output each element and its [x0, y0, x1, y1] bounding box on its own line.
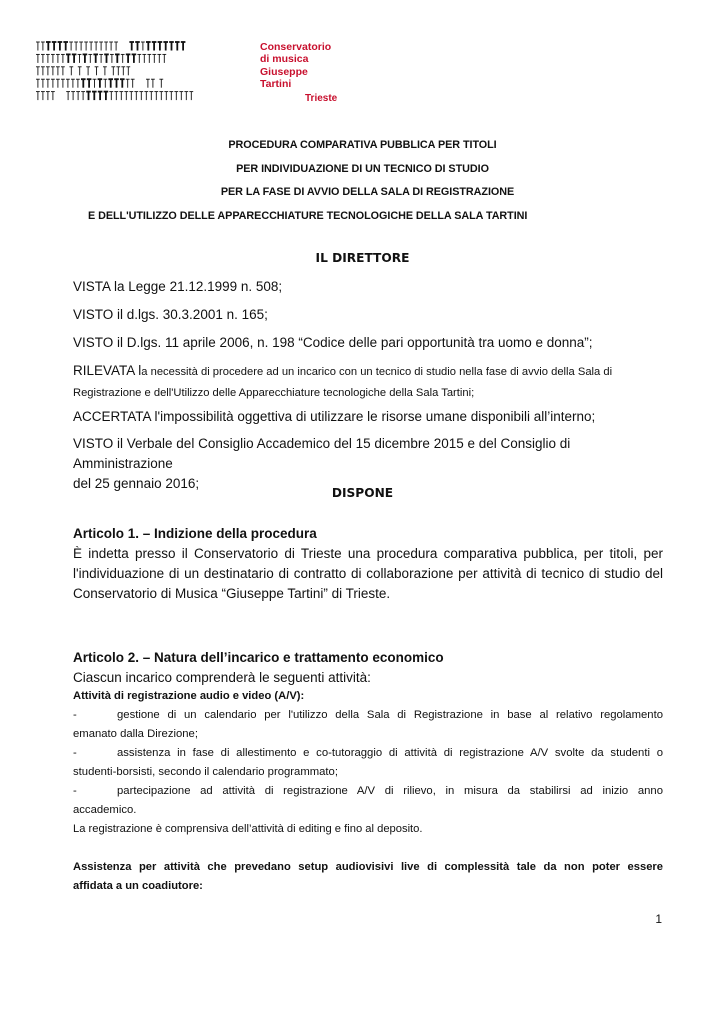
logo-city: Trieste: [305, 93, 338, 104]
premise-dlgs-165: VISTO il d.lgs. 30.3.2001 n. 165;: [73, 307, 268, 322]
title-line: PROCEDURA COMPARATIVA PUBBLICA PER TITOLI: [228, 139, 497, 151]
article-1: [73, 524, 663, 604]
assistenza-line: Assistenza per attività che prevedano setup audiovisivi live di complessità tale da non poter essere: [73, 861, 663, 873]
list-item-text: studenti-borsisti, secondo il calendario programmato;: [73, 766, 338, 778]
list-dash: -: [73, 747, 77, 759]
document-title: [0, 134, 725, 228]
director-heading: IL DIRETTORE: [315, 251, 410, 265]
assistenza-line: affidata a un coadiutore:: [73, 880, 203, 892]
article-2-heading: Articolo 2. – Natura dell’incarico e trattamento economico: [73, 650, 444, 665]
list-item-text: emanato dalla Direzione;: [73, 728, 198, 740]
article-2-intro: Ciascun incarico comprenderà le seguenti attività:: [73, 670, 371, 685]
article-2-heading-block: [73, 648, 663, 688]
list-item-text: partecipazione ad attività di registrazione A/V di rilievo, in misura da stabilirsi ad inizio anno: [117, 785, 663, 797]
verbale-line: del 25 gennaio 2016;: [73, 476, 200, 491]
list-item-text: gestione di un calendario per l'utilizzo della Sala di Registrazione in base al relativo regolamento: [117, 709, 663, 721]
logo-text: [260, 41, 331, 91]
logo-line: Tartini: [260, 78, 292, 91]
list-item-text: accademico.: [73, 804, 137, 816]
article-1-line: l'individuazione di un destinatario di contratto di collaborazione per attività di tecnico di studio del: [73, 566, 663, 581]
assistenza-heading: [73, 858, 663, 896]
list-dash: -: [73, 709, 77, 721]
rilevata-paragraph: [73, 361, 663, 403]
list-item-text: assistenza in fase di allestimento e co-tutoraggio di attività di registrazione A/V svolte da studenti o: [117, 747, 663, 759]
rilevata-line: Registrazione e dell'Utilizzo delle Apparecchiature tecnologiche della Sala Tartini;: [73, 387, 475, 399]
accertata-paragraph: ACCERTATA l'impossibilità oggettiva di utilizzare le risorse umane disponibili all’interno;: [73, 409, 596, 424]
logo-line: Giuseppe: [260, 65, 308, 78]
verbale-paragraph: [73, 434, 663, 494]
article-2-subheading: Attività di registrazione audio e video (A/V):: [73, 690, 305, 702]
conservatorio-logo-icon: [36, 41, 222, 103]
list-item: [73, 782, 663, 820]
article-1-line: Conservatorio di Musica “Giuseppe Tartini” di Trieste.: [73, 586, 391, 601]
dispone-heading: DISPONE: [331, 486, 394, 500]
list-item: [73, 706, 663, 744]
list-item: [73, 744, 663, 782]
list-dash: -: [73, 785, 77, 797]
title-line: PER LA FASE DI AVVIO DELLA SALA DI REGISTRAZIONE: [220, 186, 515, 198]
registration-note: La registrazione è comprensiva dell’attività di editing e fino al deposito.: [73, 823, 423, 835]
article-1-heading: Articolo 1. – Indizione della procedura: [73, 526, 317, 541]
verbale-line: VISTO il Verbale del Consiglio Accademico del 15 dicembre 2015 e del Consiglio di Amministrazione: [73, 436, 571, 471]
rilevata-line: a necessità di procedere ad un incarico con un tecnico di studio nella fase di avvio della Sala di: [141, 366, 613, 378]
logo-line: Conservatorio: [260, 41, 332, 53]
article-1-line: È indetta presso il Conservatorio di Trieste una procedura comparativa pubblica, per titoli, per: [73, 546, 663, 561]
title-line: PER INDIVIDUAZIONE DI UN TECNICO DI STUDIO: [236, 162, 489, 175]
premise-legge: VISTA la Legge 21.12.1999 n. 508;: [73, 279, 283, 294]
rilevata-lead: RILEVATA l: [73, 363, 142, 378]
page-number: 1: [655, 912, 662, 926]
premise-dlgs-198: VISTO il D.lgs. 11 aprile 2006, n. 198 “Codice delle pari opportunità tra uomo e donna”;: [73, 335, 593, 350]
title-line: E DELL'UTILIZZO DELLE APPARECCHIATURE TECNOLOGICHE DELLA SALA TARTINI: [88, 209, 528, 222]
logo-line: di musica: [260, 53, 309, 66]
